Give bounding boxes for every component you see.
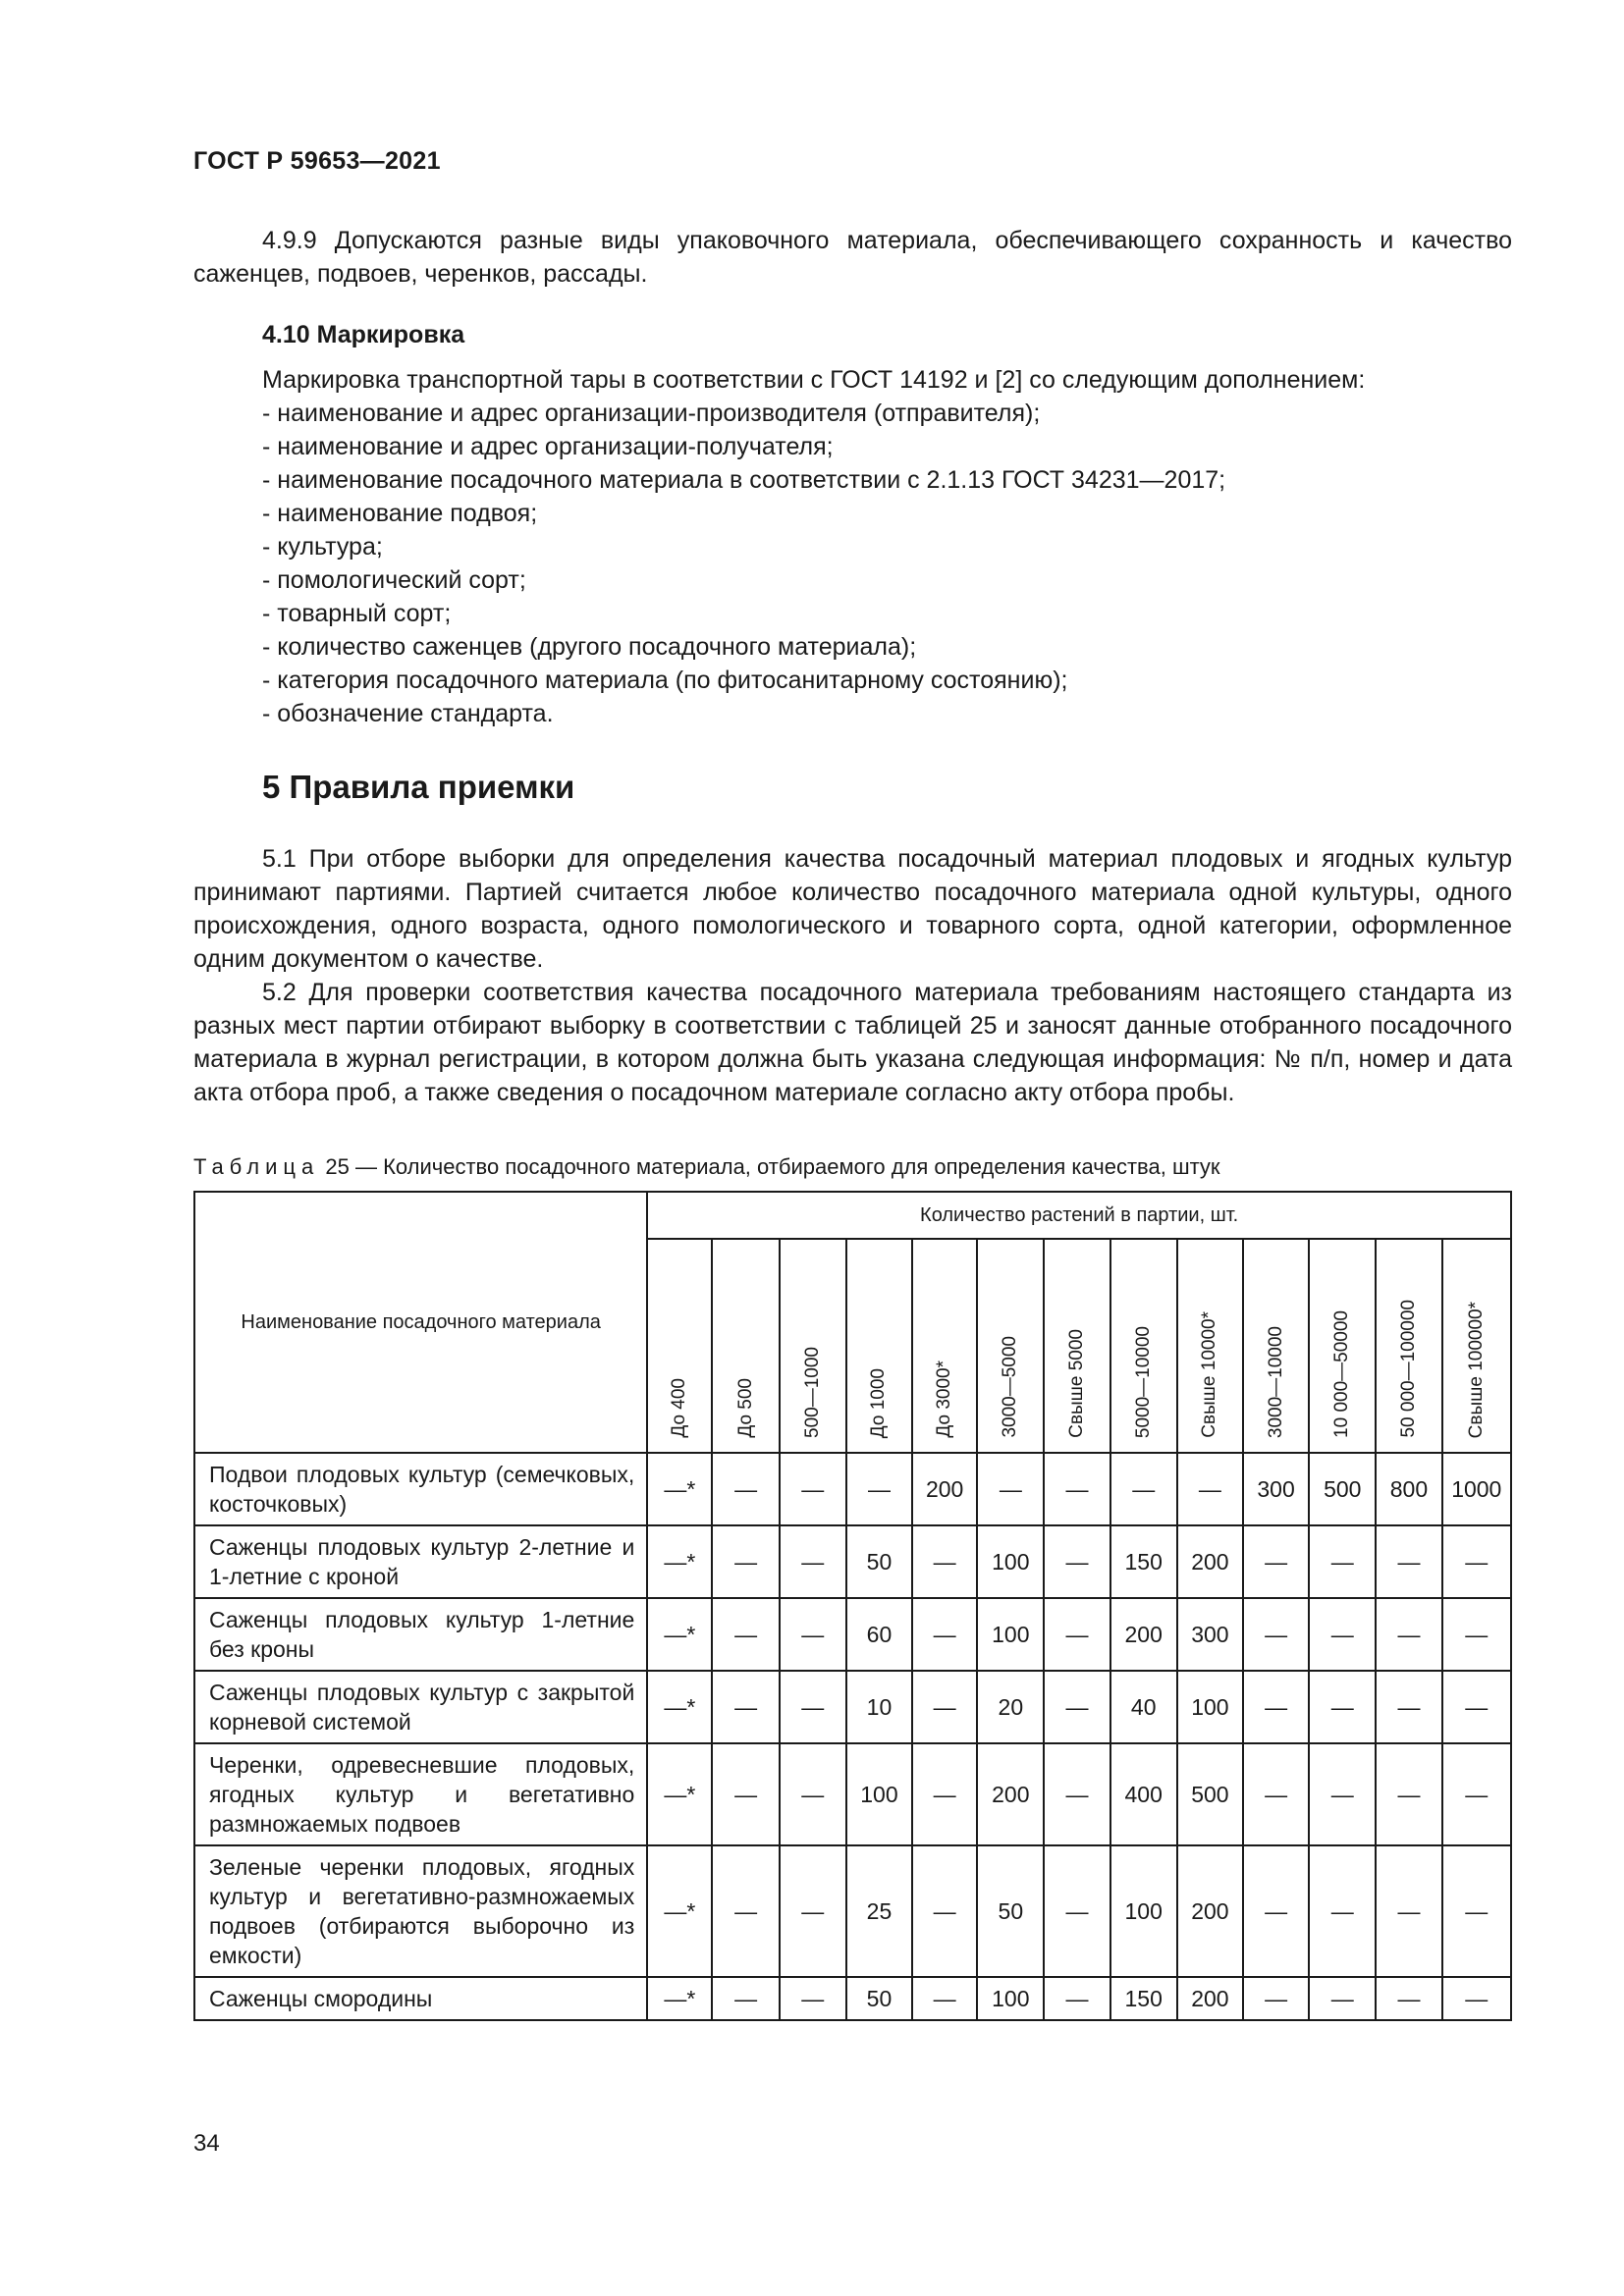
row-material-name: Саженцы плодовых культур 2-летние и 1-летние с кроной (194, 1525, 647, 1598)
column-header-label: 3000—10000 (1265, 1325, 1286, 1438)
table-cell: — (1442, 1598, 1511, 1671)
table-cell: 25 (846, 1845, 912, 1977)
table-cell: — (846, 1453, 912, 1525)
row-material-name: Саженцы плодовых культур 1-летние без кроны (194, 1598, 647, 1671)
column-header (977, 1239, 1044, 1453)
column-header (1376, 1239, 1441, 1453)
table-cell: 200 (1110, 1598, 1177, 1671)
table-cell: — (780, 1743, 846, 1845)
table-cell: — (1309, 1845, 1376, 1977)
table-cell: — (712, 1977, 779, 2020)
table-cell: — (780, 1977, 846, 2020)
table-cell: — (1243, 1743, 1309, 1845)
table-cell: — (1044, 1671, 1110, 1743)
table-cell: — (1442, 1977, 1511, 2020)
table-cell: 50 (846, 1977, 912, 2020)
table-row (194, 1743, 1511, 1845)
table-cell: — (1376, 1671, 1441, 1743)
table-cell: — (1177, 1453, 1243, 1525)
column-header-label: 10 000—50000 (1331, 1310, 1353, 1438)
table-cell: 300 (1243, 1453, 1309, 1525)
table-cell: 100 (977, 1977, 1044, 2020)
table-cell: — (1442, 1671, 1511, 1743)
table-cell: — (1243, 1671, 1309, 1743)
table-cell: — (1044, 1525, 1110, 1598)
table-cell: — (780, 1453, 846, 1525)
table-cell: 200 (1177, 1845, 1243, 1977)
column-header (1442, 1239, 1511, 1453)
table-cell: — (1044, 1977, 1110, 2020)
table-cell: — (1442, 1845, 1511, 1977)
table-cell: 1000 (1442, 1453, 1511, 1525)
document-header: ГОСТ Р 59653—2021 (193, 147, 441, 175)
column-header (780, 1239, 846, 1453)
table-cell: — (1376, 1598, 1441, 1671)
column-header-label: 3000—5000 (1000, 1336, 1021, 1438)
table-cell: 200 (1177, 1525, 1243, 1598)
marking-item: - наименование посадочного материала в соответствии с 2.1.13 ГОСТ 34231—2017; (262, 466, 1226, 494)
table-cell: — (912, 1525, 977, 1598)
table-cell: 50 (977, 1845, 1044, 1977)
marking-item: - наименование и адрес организации-производителя (отправителя); (262, 400, 1041, 427)
table-cell: — (912, 1977, 977, 2020)
table-cell: — (1442, 1525, 1511, 1598)
table-cell: —* (647, 1671, 712, 1743)
table-cell: 200 (977, 1743, 1044, 1845)
table-cell: 100 (1110, 1845, 1177, 1977)
column-header-label: 5000—10000 (1132, 1325, 1154, 1438)
table-cell: 100 (977, 1598, 1044, 1671)
table-cell: — (1243, 1525, 1309, 1598)
table-cell: 200 (912, 1453, 977, 1525)
table-cell: 20 (977, 1671, 1044, 1743)
table-cell: — (780, 1598, 846, 1671)
column-header-label: До 400 (669, 1378, 690, 1438)
table-cell: — (912, 1743, 977, 1845)
table-cell: — (780, 1845, 846, 1977)
marking-item: - категория посадочного материала (по фитосанитарному состоянию); (262, 667, 1068, 694)
section-4-10-title: 4.10 Маркировка (262, 321, 465, 348)
table-cell: 200 (1177, 1977, 1243, 2020)
table-cell: — (1044, 1845, 1110, 1977)
table-cell: 500 (1177, 1743, 1243, 1845)
table-cell: —* (647, 1453, 712, 1525)
table-cell: — (1044, 1453, 1110, 1525)
row-material-name: Саженцы смородины (194, 1977, 647, 2020)
table-row (194, 1977, 1511, 2020)
table-cell: 60 (846, 1598, 912, 1671)
table-cell: — (1376, 1525, 1441, 1598)
row-material-name: Черенки, одревесневшие плодовых, ягодных культур и вегетативно размножаемых подвоев (194, 1743, 647, 1845)
table-cell: — (1243, 1977, 1309, 2020)
table-cell: 400 (1110, 1743, 1177, 1845)
column-header-label: Свыше 10000* (1199, 1311, 1220, 1438)
table-cell: — (1376, 1743, 1441, 1845)
column-header (1177, 1239, 1243, 1453)
table-caption-label: Таблица (193, 1154, 320, 1179)
table-cell: — (712, 1845, 779, 1977)
table-cell: — (1309, 1671, 1376, 1743)
table-cell: — (712, 1525, 779, 1598)
table-cell: — (712, 1743, 779, 1845)
table-cell: — (1044, 1598, 1110, 1671)
table-cell: — (1309, 1525, 1376, 1598)
column-header (647, 1239, 712, 1453)
column-header (846, 1239, 912, 1453)
table-cell: 800 (1376, 1453, 1441, 1525)
marking-item: - помологический сорт; (262, 566, 526, 594)
section-5-title: 5 Правила приемки (262, 769, 575, 805)
table-cell: — (912, 1845, 977, 1977)
table-row (194, 1525, 1511, 1598)
table-cell: — (1309, 1977, 1376, 2020)
table-cell: 40 (1110, 1671, 1177, 1743)
table-cell: —* (647, 1977, 712, 2020)
marking-item: - культура; (262, 533, 383, 561)
table-cell: 10 (846, 1671, 912, 1743)
table-cell: 50 (846, 1525, 912, 1598)
table-cell: — (912, 1598, 977, 1671)
table-cell: — (1243, 1598, 1309, 1671)
table-cell: — (712, 1598, 779, 1671)
column-header-label: Свыше 5000 (1066, 1329, 1088, 1438)
table-cell: 100 (846, 1743, 912, 1845)
column-header-label: До 3000* (934, 1361, 955, 1438)
table-cell: —* (647, 1598, 712, 1671)
row-material-name: Подвои плодовых культур (семечковых, косточковых) (194, 1453, 647, 1525)
table-cell: — (780, 1525, 846, 1598)
column-header (1309, 1239, 1376, 1453)
table-cell: —* (647, 1845, 712, 1977)
marking-item: - количество саженцев (другого посадочного материала); (262, 633, 917, 661)
table-cell: — (1376, 1977, 1441, 2020)
marking-item: - наименование подвоя; (262, 500, 538, 527)
table-cell: —* (647, 1525, 712, 1598)
paragraph-5-1: 5.1 При отборе выборки для определения качества посадочный материал плодовых и ягодных культур принимают партиями. Партией считается любое количество посадочного материала одной культуры, одного происхождения, одного возраста, одного помологического и товарного сорта, одной категории, оформленное одним документом о качестве. (193, 845, 1512, 973)
column-header-label: До 1000 (868, 1367, 890, 1438)
table-cell: 100 (977, 1525, 1044, 1598)
table-row (194, 1671, 1511, 1743)
table-caption (193, 1154, 1220, 1180)
column-header (1243, 1239, 1309, 1453)
table-cell: — (977, 1453, 1044, 1525)
column-header (712, 1239, 779, 1453)
table-cell: — (780, 1671, 846, 1743)
table-cell: 100 (1177, 1671, 1243, 1743)
table-row (194, 1845, 1511, 1977)
table-row (194, 1453, 1511, 1525)
table-cell: — (1044, 1743, 1110, 1845)
marking-intro: Маркировка транспортной тары в соответствии с ГОСТ 14192 и [2] со следующим дополнением: (262, 366, 1366, 394)
table-cell: — (912, 1671, 977, 1743)
table-cell: 150 (1110, 1525, 1177, 1598)
table-cell: 300 (1177, 1598, 1243, 1671)
name-column-header: Наименование посадочного материала (194, 1192, 647, 1453)
table-cell: — (1243, 1845, 1309, 1977)
table-cell: — (1442, 1743, 1511, 1845)
column-header (912, 1239, 977, 1453)
marking-item: - наименование и адрес организации-получателя; (262, 433, 834, 460)
marking-item: - товарный сорт; (262, 600, 452, 627)
table-cell: — (1309, 1598, 1376, 1671)
table-caption-text: 25 — Количество посадочного материала, отбираемого для определения качества, штук (319, 1154, 1220, 1179)
column-header (1110, 1239, 1177, 1453)
table-cell: — (712, 1671, 779, 1743)
column-header (1044, 1239, 1110, 1453)
table-cell: —* (647, 1743, 712, 1845)
table-cell: — (712, 1453, 779, 1525)
table-cell: — (1376, 1845, 1441, 1977)
column-header-label: До 500 (734, 1378, 756, 1438)
page-number: 34 (193, 2130, 220, 2157)
row-material-name: Саженцы плодовых культур с закрытой корневой системой (194, 1671, 647, 1743)
marking-list (262, 363, 1519, 730)
row-material-name: Зеленые черенки плодовых, ягодных культур и вегетативно-размножаемых подвоев (отбираются выборочно из емкости) (194, 1845, 647, 1977)
table-cell: — (1110, 1453, 1177, 1525)
column-header-label: 500—1000 (801, 1347, 823, 1438)
column-header-label: Свыше 100000* (1465, 1301, 1487, 1438)
table-cell: 150 (1110, 1977, 1177, 2020)
paragraph-4-9-9: 4.9.9 Допускаются разные виды упаковочного материала, обеспечивающего сохранность и качество саженцев, подвоев, черенков, рассады. (193, 227, 1512, 288)
table-cell: — (1309, 1743, 1376, 1845)
quantity-group-header: Количество растений в партии, шт. (647, 1192, 1511, 1239)
marking-item: - обозначение стандарта. (262, 700, 554, 727)
table-cell: 500 (1309, 1453, 1376, 1525)
paragraph-5-2: 5.2 Для проверки соответствия качества посадочного материала требованиям настоящего стандарта из разных мест партии отбирают выборку в соответствии с таблицей 25 и заносят данные отобранного посадочного материала в журнал регистрации, в котором должна быть указана следующая информация: № п/п, номер и дата акта отбора проб, а также сведения о посадочном материале согласно акту отбора пробы. (193, 979, 1512, 1106)
column-header-label: 50 000—100000 (1397, 1300, 1419, 1438)
table-row (194, 1598, 1511, 1671)
sample-size-table (193, 1191, 1512, 2021)
